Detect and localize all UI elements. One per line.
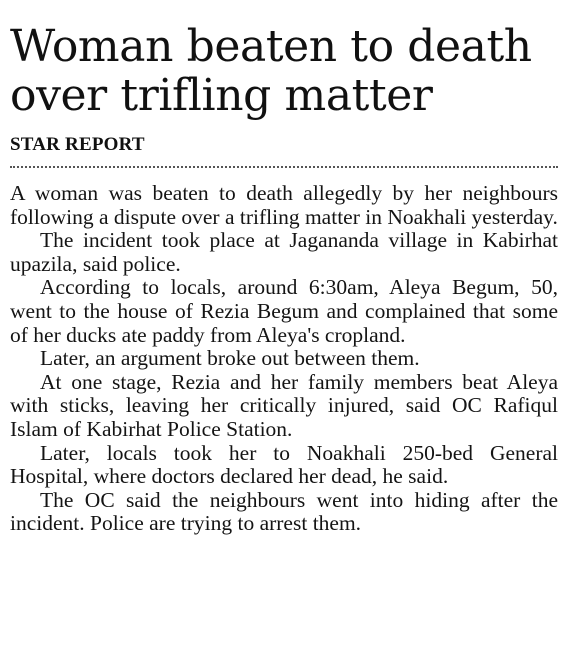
paragraph-1: A woman was beaten to death allegedly by her neighbours following a dispute over a trifling matter in Noakhali yesterday. bbox=[10, 181, 558, 229]
news-article bbox=[10, 0, 558, 536]
headline-line-2: over trifling matter bbox=[10, 70, 433, 121]
headline bbox=[10, 0, 558, 120]
paragraph-6: Later, locals took her to Noakhali 250-bed General Hospital, where doctors declared her dead, he said. bbox=[10, 440, 558, 489]
paragraph-2: The incident took place at Jagananda village in Kabirhat upazila, said police. bbox=[10, 228, 558, 276]
paragraph-4: Later, an argument broke out between them. bbox=[40, 346, 420, 371]
paragraph-3: According to locals, around 6:30am, Aleya Begum, 50, went to the house of Rezia Begum and complained that some of her ducks ate paddy from Aleya's cropland. bbox=[10, 275, 558, 347]
paragraph-5: At one stage, Rezia and her family members beat Aleya with sticks, leaving her critically injured, said OC Rafiqul Islam of Kabirhat Police Station. bbox=[10, 369, 558, 441]
paragraph-7: The OC said the neighbours went into hiding after the incident. Police are trying to arrest them. bbox=[10, 487, 558, 536]
article-body bbox=[10, 182, 558, 536]
headline-line-1: Woman beaten to death bbox=[10, 21, 532, 72]
byline: STAR REPORT bbox=[10, 134, 145, 155]
dotted-divider bbox=[10, 166, 558, 168]
